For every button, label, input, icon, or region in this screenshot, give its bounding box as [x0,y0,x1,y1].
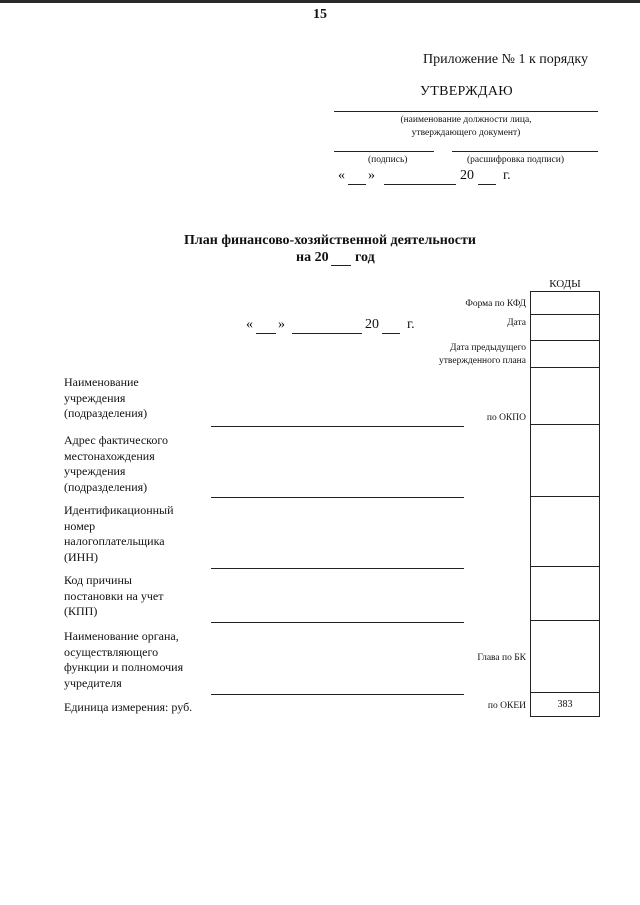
field-label-kpp: Код причины постановки на учет (КПП) [64,573,164,618]
founder-body-line[interactable] [211,694,464,695]
plan-day-blank[interactable] [256,333,276,334]
title-year-blank[interactable] [331,265,351,266]
institution-name-line[interactable] [211,426,464,427]
label-okpo: по ОКПО [486,413,526,423]
approve-title: УТВЕРЖДАЮ [420,84,513,99]
approval-date-close-quote: » [368,168,375,183]
label-okei: по ОКЕИ [487,701,526,711]
codes-header: КОДЫ [549,278,581,290]
field-label-founder-body: Наименование органа, осуществляющего функции и полномочия учредителя [64,629,184,690]
inn-line[interactable] [211,568,464,569]
approval-date-open-quote: « [338,168,345,183]
code-cell-okpo[interactable] [530,368,600,425]
approval-day-blank[interactable] [348,184,366,185]
approval-year-blank[interactable] [478,184,496,185]
code-cell-kfd[interactable] [530,291,600,315]
approver-caption-line1: (наименование должности лица, [400,115,532,125]
actual-address-line[interactable] [211,497,464,498]
kpp-line[interactable] [211,622,464,623]
label-prev-plan-date-line1: Дата предыдущего [450,343,526,353]
signature-decoding-line[interactable] [452,151,598,152]
field-label-unit: Единица измерения: руб. [64,700,193,714]
plan-date-close-quote: » [278,317,285,332]
okei-code-value: 383 [557,699,573,710]
code-cell-address[interactable] [530,425,600,497]
signature-decoding-caption: (расшифровка подписи) [467,155,564,165]
document-title-line1: План финансово-хозяйственной деятельности [184,233,476,248]
code-cell-date[interactable] [530,315,600,341]
field-label-inn: Идентификационный номер налогоплательщика (ИНН) [64,503,174,564]
code-cell-glava-bk[interactable] [530,621,600,693]
field-label-institution-name: Наименование учреждения (подразделения) [64,375,148,420]
appendix-reference: Приложение № 1 к порядку [423,52,588,67]
plan-year-suffix: г. [407,317,415,332]
code-cell-inn[interactable] [530,497,600,567]
page-number: 15 [313,7,327,22]
signature-line[interactable] [334,151,434,152]
approver-position-line[interactable] [334,111,598,112]
document-title-year-prefix: на 20 [296,250,329,265]
document-title-year-suffix: год [355,250,375,265]
page-top-border [0,0,640,3]
plan-date-open-quote: « [246,317,253,332]
signature-caption: (подпись) [368,155,408,165]
field-label-actual-address: Адрес фактического местонахождения учреждения (подразделения) [64,433,168,494]
approval-year-suffix: г. [503,168,511,183]
label-form-kfd: Форма по КФД [465,299,526,309]
label-prev-plan-date-line2: утвержденного плана [439,356,526,366]
approval-year-prefix: 20 [460,168,474,183]
plan-year-blank[interactable] [382,333,400,334]
label-date: Дата [507,318,526,328]
plan-month-blank[interactable] [292,333,362,334]
approver-caption-line2: утверждающего документ) [411,128,521,138]
label-glava-bk: Глава по БК [477,653,526,663]
code-cell-kpp[interactable] [530,567,600,621]
approval-month-blank[interactable] [384,184,456,185]
code-cell-prev-plan-date[interactable] [530,341,600,368]
plan-year-prefix: 20 [365,317,379,332]
